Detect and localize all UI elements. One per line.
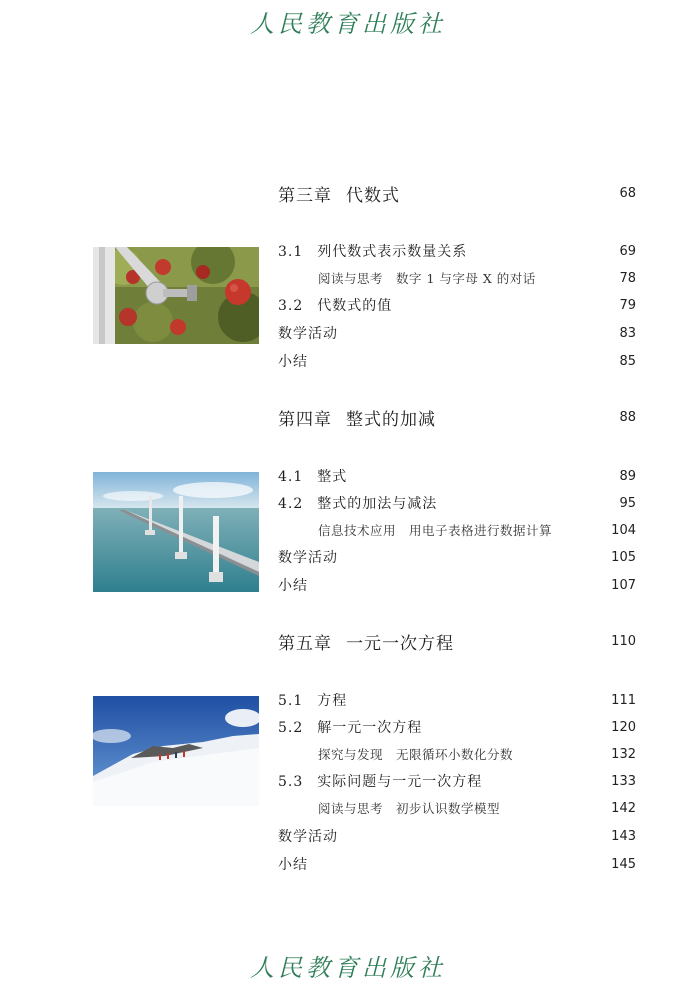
publisher-logo-top: 人民教育出版社	[250, 10, 446, 38]
toc-section-5-3[interactable]	[278, 770, 636, 792]
section-title: 4.2 整式的加法与减法	[278, 496, 438, 512]
sub-title: 信息技术应用 用电子表格进行数据计算	[318, 523, 553, 538]
toc-math-activity[interactable]	[278, 825, 636, 847]
sub-title: 阅读与思考 初步认识数学模型	[318, 801, 501, 816]
page-number: 142	[611, 800, 636, 816]
toc-section-3-1[interactable]	[278, 240, 636, 262]
section-title: 数学活动	[278, 829, 338, 845]
toc-math-activity[interactable]	[278, 546, 636, 568]
toc-section-4-1[interactable]	[278, 465, 636, 487]
section-title: 小结	[278, 578, 308, 594]
toc-section-5-1[interactable]	[278, 689, 636, 711]
page-number: 107	[611, 577, 636, 593]
page-number: 111	[611, 692, 636, 708]
page-number: 143	[611, 828, 636, 844]
page-number: 133	[611, 773, 636, 789]
page-number: 83	[619, 325, 636, 341]
toc-sub-reading-thinking[interactable]	[278, 267, 636, 289]
page-number: 120	[611, 719, 636, 735]
page-number: 105	[611, 549, 636, 565]
section-title: 5.1 方程	[278, 693, 348, 709]
chapter-title: 第四章 整式的加减	[278, 409, 436, 430]
section-title: 数学活动	[278, 550, 338, 566]
page-number: 89	[619, 468, 636, 484]
chapter-title: 第三章 代数式	[278, 185, 400, 206]
section-title: 3.1 列代数式表示数量关系	[278, 244, 468, 260]
toc-summary[interactable]	[278, 574, 636, 596]
sea-bridge-photo	[93, 472, 259, 592]
page-number: 95	[619, 495, 636, 511]
sub-title: 探究与发现 无限循环小数化分数	[318, 747, 514, 762]
toc-chapter-5[interactable]	[278, 630, 636, 652]
page-number: 104	[611, 522, 636, 538]
page-number: 69	[619, 243, 636, 259]
page-number: 78	[619, 270, 636, 286]
toc-sub-explore-discover[interactable]	[278, 743, 636, 765]
section-title: 3.2 代数式的值	[278, 298, 393, 314]
toc-summary[interactable]	[278, 853, 636, 875]
section-title: 4.1 整式	[278, 469, 348, 485]
section-title: 小结	[278, 857, 308, 873]
publisher-logo-bottom: 人民教育出版社	[250, 954, 446, 982]
snow-mountain-photo	[93, 696, 259, 806]
section-title: 5.2 解一元一次方程	[278, 720, 423, 736]
toc-sub-reading-thinking[interactable]	[278, 797, 636, 819]
chapter-title: 第五章 一元一次方程	[278, 633, 454, 654]
page-number: 85	[619, 353, 636, 369]
sub-title: 阅读与思考 数字 1 与字母 X 的对话	[318, 271, 536, 286]
toc-chapter-4[interactable]	[278, 406, 636, 428]
toc-summary[interactable]	[278, 350, 636, 372]
section-title: 小结	[278, 354, 308, 370]
apple-robot-photo	[93, 247, 259, 344]
page-number: 88	[619, 409, 636, 425]
page-number: 110	[611, 633, 636, 649]
page-number: 68	[619, 185, 636, 201]
section-title: 数学活动	[278, 326, 338, 342]
toc-section-4-2[interactable]	[278, 492, 636, 514]
toc-section-3-2[interactable]	[278, 294, 636, 316]
toc-math-activity[interactable]	[278, 322, 636, 344]
page-number: 79	[619, 297, 636, 313]
toc-sub-it-application[interactable]	[278, 519, 636, 541]
page-number: 145	[611, 856, 636, 872]
toc-section-5-2[interactable]	[278, 716, 636, 738]
section-title: 5.3 实际问题与一元一次方程	[278, 774, 483, 790]
toc-chapter-3[interactable]	[278, 182, 636, 204]
page-number: 132	[611, 746, 636, 762]
